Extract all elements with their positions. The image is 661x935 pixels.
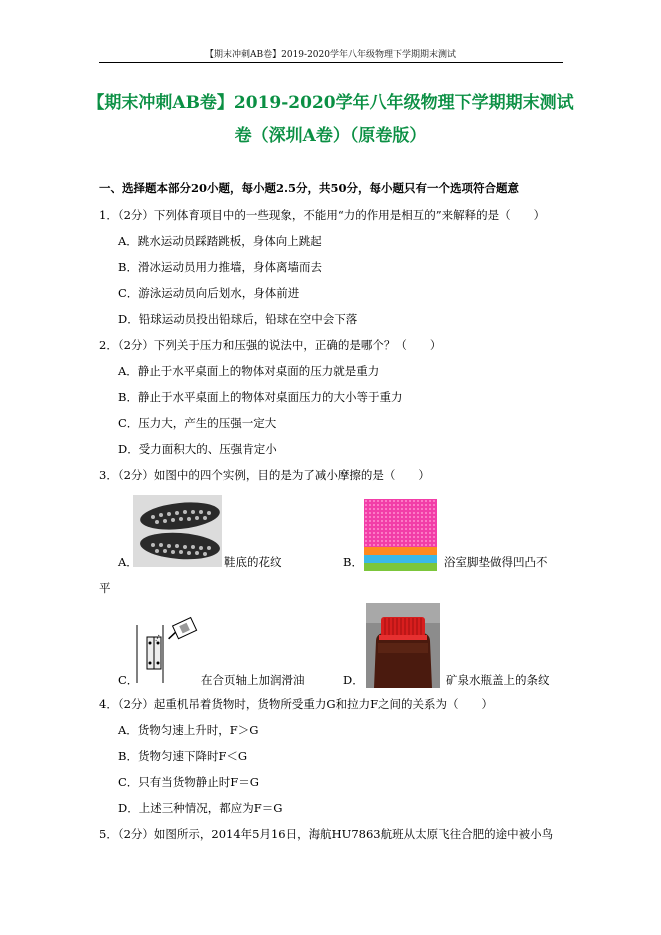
page-title-line1: 【期末冲刺AB卷】2019-2020学年八年级物理下学期期末测试: [87, 93, 574, 113]
page-title-line2: 卷（深圳A卷）（原卷版）: [234, 126, 427, 146]
question-3-option-a-caption: 鞋底的花纹: [224, 555, 282, 569]
question-3-option-d-caption: 矿泉水瓶盖上的条纹: [446, 673, 550, 687]
question-3-option-b-caption: 浴室脚垫做得凹凸不: [444, 555, 548, 569]
question-3-option-d-letter: D．: [343, 673, 364, 687]
hinge-oil-image: [133, 615, 203, 685]
question-5-stem: 5．（2分）如图所示，2014年5月16日，海航HU7863航班从太原飞往合肥的途中被小鸟: [99, 827, 554, 841]
shoe-sole-image: [133, 495, 222, 567]
question-4-option-a: A．货物匀速上升时，F＞G: [118, 723, 259, 737]
question-2-option-c: C．压力大，产生的压强一定大: [118, 416, 277, 430]
question-2-option-d: D．受力面积大的、压强肯定小: [118, 442, 277, 456]
question-2-option-a: A．静止于水平桌面上的物体对桌面的压力就是重力: [118, 364, 380, 378]
bottle-cap-image: [366, 603, 440, 688]
question-2-option-b: B．静止于水平桌面上的物体对桌面压力的大小等于重力: [118, 390, 403, 404]
question-4-option-d: D．上述三种情况，都应为F＝G: [118, 801, 283, 815]
section-heading: 一、选择题本部分20小题，每小题2.5分，共50分，每小题只有一个选项符合题意: [99, 181, 520, 195]
page-header: 【期末冲刺AB卷】2019-2020学年八年级物理下学期期末测试: [205, 50, 456, 60]
question-3-option-c-caption: 在合页轴上加润滑油: [201, 673, 305, 687]
question-3-option-b-letter: B．: [343, 555, 363, 569]
question-1-option-a: A．跳水运动员踩踏跳板，身体向上跳起: [118, 234, 322, 248]
question-3-option-c-letter: C．: [118, 673, 139, 687]
question-2-stem: 2．（2分）下列关于压力和压强的说法中，正确的是哪个？（ ）: [99, 338, 442, 352]
question-4-stem: 4．（2分）起重机吊着货物时，货物所受重力G和拉力F之间的关系为（ ）: [99, 697, 494, 711]
header-divider: [99, 62, 563, 63]
question-1-stem: 1．（2分）下列体育项目中的一些现象，不能用“力的作用是相互的”来解释的是（ ）: [99, 208, 546, 222]
question-1-option-b: B．滑冰运动员用力推墙，身体离墙而去: [118, 260, 322, 274]
bath-mat-image: [360, 495, 439, 575]
question-1-option-d: D．铅球运动员投出铅球后，铅球在空中会下落: [118, 312, 358, 326]
question-4-option-c: C．只有当货物静止时F＝G: [118, 775, 259, 789]
question-4-option-b: B．货物匀速下降时F＜G: [118, 749, 248, 763]
question-3-stem: 3．（2分）如图中的四个实例，目的是为了减小摩擦的是（ ）: [99, 468, 430, 482]
question-1-option-c: C．游泳运动员向后划水，身体前进: [118, 286, 300, 300]
question-3-option-a-letter: A．: [118, 555, 138, 569]
question-3-option-b-caption-wrap: 平: [99, 581, 111, 595]
